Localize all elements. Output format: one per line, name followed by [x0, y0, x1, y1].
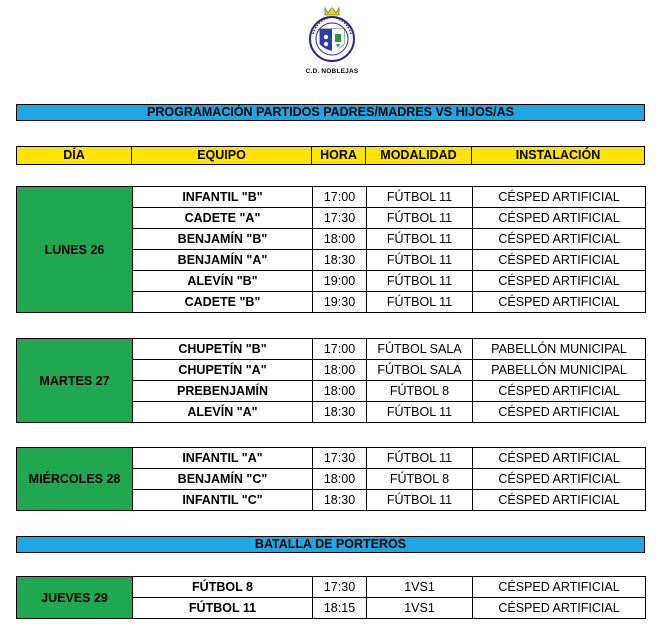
header-equipo: EQUIPO — [132, 146, 312, 165]
venue-cell: PABELLÓN MUNICIPAL — [473, 339, 646, 360]
team-cell: ALEVÍN "B" — [133, 271, 313, 292]
team-cell: PREBENJAMÍN — [133, 381, 313, 402]
modality-cell: FÚTBOL 11 — [367, 490, 473, 511]
day-block — [16, 447, 646, 511]
venue-cell: PABELLÓN MUNICIPAL — [473, 360, 646, 381]
day-block — [16, 576, 646, 619]
schedule-title: PROGRAMACIÓN PARTIDOS PADRES/MADRES VS HIJOS/AS — [16, 104, 645, 121]
time-cell: 17:30 — [313, 577, 367, 598]
modality-cell: FÚTBOL 11 — [367, 187, 473, 208]
porteros-title: BATALLA DE PORTEROS — [16, 536, 645, 553]
venue-cell: CÉSPED ARTIFICIAL — [473, 402, 646, 423]
modality-cell: 1VS1 — [367, 577, 473, 598]
day-cell: LUNES 26 — [17, 187, 133, 313]
venue-cell: CÉSPED ARTIFICIAL — [473, 577, 646, 598]
modality-cell: FÚTBOL 11 — [367, 250, 473, 271]
time-cell: 18:00 — [313, 469, 367, 490]
venue-cell: CÉSPED ARTIFICIAL — [473, 598, 646, 619]
team-cell: CHUPETÍN "A" — [133, 360, 313, 381]
venue-cell: CÉSPED ARTIFICIAL — [473, 381, 646, 402]
venue-cell: CÉSPED ARTIFICIAL — [473, 250, 646, 271]
modality-cell: FÚTBOL SALA — [367, 339, 473, 360]
day-cell: MIÉRCOLES 28 — [17, 448, 133, 511]
venue-cell: CÉSPED ARTIFICIAL — [473, 490, 646, 511]
day-block — [16, 338, 646, 423]
club-crest-icon — [303, 4, 361, 64]
team-cell: BENJAMÍN "A" — [133, 250, 313, 271]
venue-cell: CÉSPED ARTIFICIAL — [473, 229, 646, 250]
team-cell: CADETE "B" — [133, 292, 313, 313]
modality-cell: FÚTBOL SALA — [367, 360, 473, 381]
venue-cell: CÉSPED ARTIFICIAL — [473, 187, 646, 208]
club-name: C.D. NOBLEJAS — [305, 68, 359, 75]
table-row — [17, 187, 646, 208]
modality-cell: FÚTBOL 11 — [367, 448, 473, 469]
table-row — [17, 577, 646, 598]
time-cell: 18:00 — [313, 381, 367, 402]
venue-cell: CÉSPED ARTIFICIAL — [473, 469, 646, 490]
modality-cell: FÚTBOL 11 — [367, 208, 473, 229]
time-cell: 18:15 — [313, 598, 367, 619]
modality-cell: FÚTBOL 8 — [367, 469, 473, 490]
time-cell: 17:00 — [313, 187, 367, 208]
time-cell: 18:30 — [313, 490, 367, 511]
team-cell: ALEVÍN "A" — [133, 402, 313, 423]
table-row — [17, 448, 646, 469]
team-cell: CADETE "A" — [133, 208, 313, 229]
modality-cell: FÚTBOL 11 — [367, 271, 473, 292]
time-cell: 18:00 — [313, 360, 367, 381]
team-cell: BENJAMÍN "C" — [133, 469, 313, 490]
venue-cell: CÉSPED ARTIFICIAL — [473, 271, 646, 292]
team-cell: FÚTBOL 11 — [133, 598, 313, 619]
header-instalacion: INSTALACIÓN — [472, 146, 645, 165]
team-cell: INFANTIL "B" — [133, 187, 313, 208]
header-modalidad: MODALIDAD — [366, 146, 472, 165]
team-cell: INFANTIL "A" — [133, 448, 313, 469]
time-cell: 18:30 — [313, 250, 367, 271]
modality-cell: FÚTBOL 11 — [367, 229, 473, 250]
time-cell: 19:00 — [313, 271, 367, 292]
time-cell: 17:00 — [313, 339, 367, 360]
modality-cell: FÚTBOL 11 — [367, 402, 473, 423]
modality-cell: 1VS1 — [367, 598, 473, 619]
club-logo — [303, 4, 361, 82]
team-cell: FÚTBOL 8 — [133, 577, 313, 598]
time-cell: 17:30 — [313, 208, 367, 229]
time-cell: 18:30 — [313, 402, 367, 423]
modality-cell: FÚTBOL 11 — [367, 292, 473, 313]
header-dia: DÍA — [16, 146, 132, 165]
modality-cell: FÚTBOL 8 — [367, 381, 473, 402]
team-cell: CHUPETÍN "B" — [133, 339, 313, 360]
venue-cell: CÉSPED ARTIFICIAL — [473, 208, 646, 229]
time-cell: 19:30 — [313, 292, 367, 313]
time-cell: 17:30 — [313, 448, 367, 469]
time-cell: 18:00 — [313, 229, 367, 250]
header-hora: HORA — [312, 146, 366, 165]
team-cell: BENJAMÍN "B" — [133, 229, 313, 250]
day-block — [16, 186, 646, 313]
table-row — [17, 339, 646, 360]
day-cell: MARTES 27 — [17, 339, 133, 423]
day-cell: JUEVES 29 — [17, 577, 133, 619]
venue-cell: CÉSPED ARTIFICIAL — [473, 292, 646, 313]
team-cell: INFANTIL "C" — [133, 490, 313, 511]
venue-cell: CÉSPED ARTIFICIAL — [473, 448, 646, 469]
